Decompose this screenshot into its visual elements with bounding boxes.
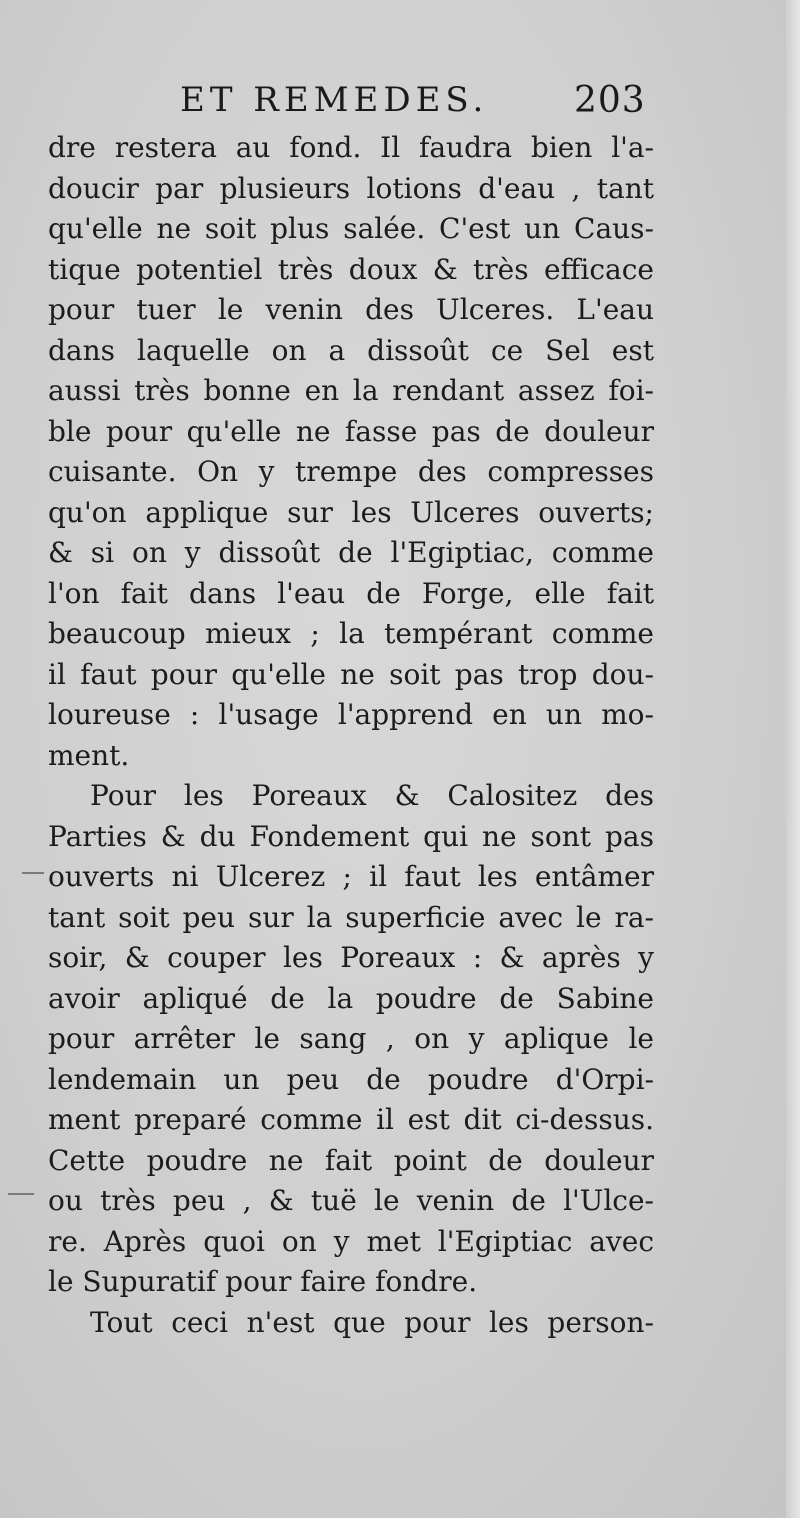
page-edge-shadow <box>786 0 800 1518</box>
text-line: tique potentiel très doux & très efficace <box>48 252 654 286</box>
text-line: le Supuratif pour faire fondre. <box>48 1265 478 1298</box>
text-line: Parties & du Fondement qui ne sont pas <box>48 819 654 853</box>
text-line: pour tuer le venin des Ulceres. L'eau <box>48 293 654 326</box>
text-line: soir, & couper les Poreaux : & après y <box>48 941 654 974</box>
text-line: avoir apliqué de la poudre de Sabine <box>48 981 654 1015</box>
running-head: ET REMEDES. <box>180 80 489 120</box>
text-line: dans laquelle on a dissoût ce Sel est <box>48 333 654 367</box>
text-line: tant soit peu sur la superficie avec le ra- <box>48 900 654 934</box>
text-line: lendemain un peu de poudre d'Orpi- <box>48 1062 654 1096</box>
text-line: pour arrêter le sang , on y aplique le <box>48 1022 654 1055</box>
text-line: doucir par plusieurs lotions d'eau , tant <box>48 171 654 205</box>
paragraph-start-line: Tout ceci n'est que pour les person- <box>90 1305 654 1339</box>
page-number: 203 <box>574 80 646 121</box>
text-line: ou très peu , & tuë le venin de l'Ulce- <box>48 1184 654 1217</box>
text-line: cuisante. On y trempe des compresses <box>48 455 654 488</box>
text-line: Cette poudre ne fait point de douleur <box>48 1143 654 1177</box>
text-line: qu'on applique sur les Ulceres ouverts; <box>48 495 654 529</box>
body-text <box>48 128 654 1343</box>
text-line: ment. <box>48 738 130 772</box>
text-line: ment preparé comme il est dit ci-dessus. <box>48 1103 654 1136</box>
page-header <box>0 80 800 130</box>
text-line: & si on y dissoût de l'Egiptiac, comme <box>48 536 654 569</box>
text-line: re. Après quoi on y met l'Egiptiac avec <box>48 1224 654 1258</box>
text-line: loureuse : l'usage l'apprend en un mo- <box>48 698 654 731</box>
text-line: beaucoup mieux ; la tempérant comme <box>48 617 654 650</box>
text-line: qu'elle ne soit plus salée. C'est un Caus- <box>48 212 654 245</box>
text-line: il faut pour qu'elle ne soit pas trop dou- <box>48 657 654 691</box>
margin-mark <box>8 1193 34 1195</box>
text-line: ble pour qu'elle ne fasse pas de douleur <box>48 414 654 448</box>
margin-mark <box>22 872 44 874</box>
text-line: aussi très bonne en la rendant assez foi- <box>48 374 654 407</box>
text-line: l'on fait dans l'eau de Forge, elle fait <box>48 576 654 610</box>
text-line: ouverts ni Ulcerez ; il faut les entâmer <box>48 860 654 893</box>
paragraph-start-line: Pour les Poreaux & Calositez des <box>90 779 654 812</box>
text-line: dre restera au fond. Il faudra bien l'a- <box>48 131 654 164</box>
